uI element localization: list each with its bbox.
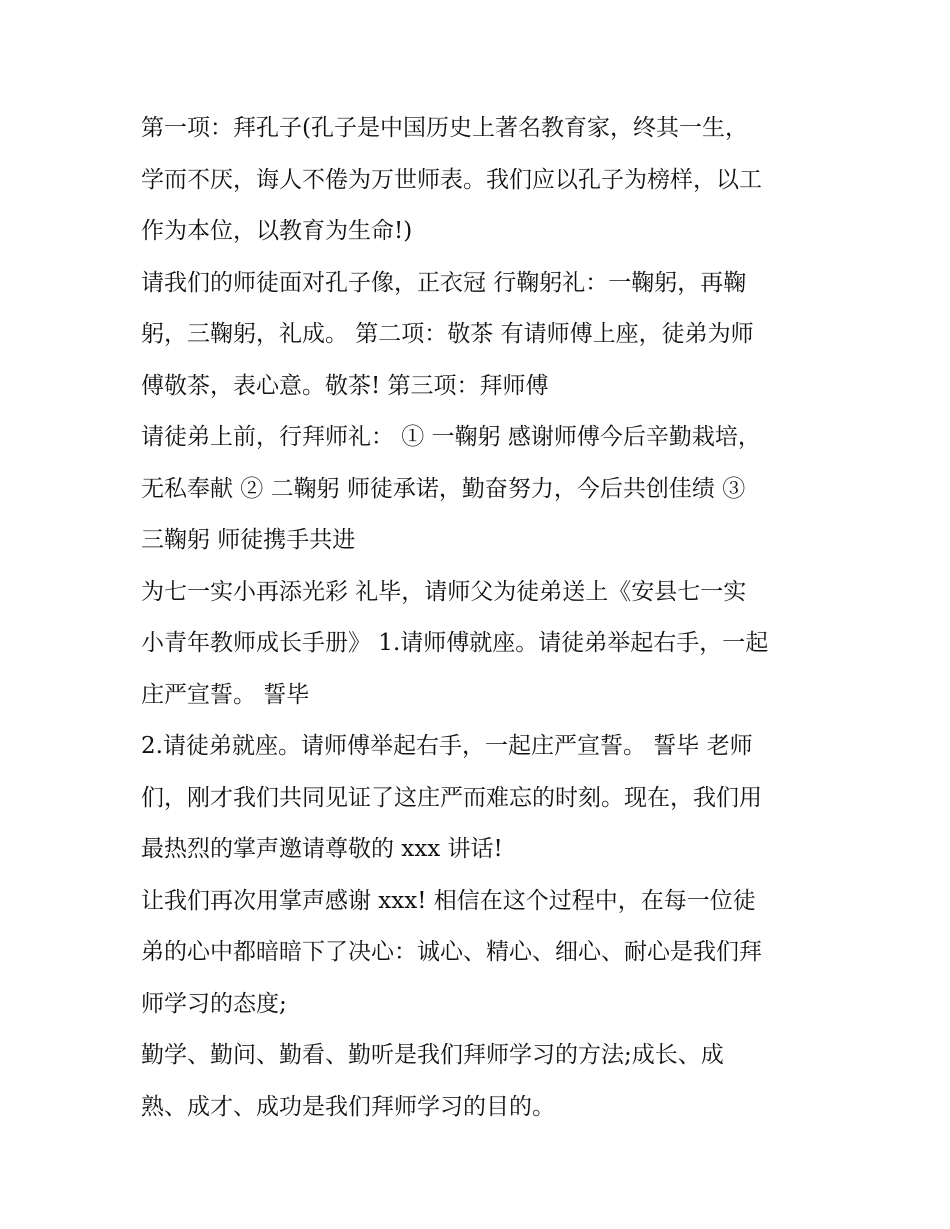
text-line: 师学习的态度; [141, 990, 287, 1017]
text-line: 让我们再次用掌声感谢 xxx! 相信在这个过程中，在每一位徒 [141, 887, 756, 914]
paragraph-4 [141, 567, 821, 722]
text-line: 第一项：拜孔子(孔子是中国历史上著名教育家，终其一生， [141, 115, 748, 141]
text-line: 为七一实小再添光彩 礼毕，请师父为徒弟送上《安县七一实 [141, 578, 747, 605]
paragraph-7 [141, 1030, 821, 1133]
text-line: 庄严宣誓。 誓毕 [141, 681, 310, 708]
text-line: 学而不厌，诲人不倦为万世师表。我们应以孔子为榜样，以工 [141, 166, 762, 193]
text-line: 2.请徒弟就座。请师傅举起右手，一起庄严宣誓。 誓毕 老师 [141, 733, 753, 759]
text-line: 傅敬茶，表心意。敬茶! 第三项：拜师傅 [141, 372, 549, 399]
text-line: 请徒弟上前，行拜师礼： ① 一鞠躬 感谢师傅今后辛勤栽培， [141, 424, 761, 450]
text-line: 弟的心中都暗暗下了决心：诚心、精心、细心、耐心是我们拜 [141, 939, 762, 965]
text-line: 最热烈的掌声邀请尊敬的 xxx 讲话! [141, 836, 503, 862]
text-line: 勤学、勤问、勤看、勤听是我们拜师学习的方法;成长、成 [141, 1042, 724, 1068]
paragraph-6 [141, 876, 821, 1031]
paragraph-3 [141, 412, 821, 567]
text-line: 们，刚才我们共同见证了这庄严而难忘的时刻。现在，我们用 [141, 784, 762, 811]
document-body [141, 103, 821, 1133]
text-line: 躬，三鞠躬，礼成。 第二项：敬茶 有请师傅上座，徒弟为师 [141, 321, 754, 347]
paragraph-5 [141, 721, 821, 876]
text-line: 作为本位，以教育为生命!) [141, 218, 413, 244]
text-line: 请我们的师徒面对孔子像，正衣冠 行鞠躬礼：一鞠躬，再鞠 [141, 269, 747, 296]
text-line: 无私奉献 ② 二鞠躬 师徒承诺，勤奋努力，今后共创佳绩 ③ [141, 475, 746, 502]
text-line: 熟、成才、成功是我们拜师学习的目的。 [141, 1093, 555, 1120]
text-line: 小青年教师成长手册》 1.请师傅就座。请徒弟举起右手，一起 [141, 630, 769, 656]
paragraph-2 [141, 258, 821, 413]
text-line: 三鞠躬 师徒携手共进 [141, 527, 356, 553]
paragraph-1 [141, 103, 821, 258]
